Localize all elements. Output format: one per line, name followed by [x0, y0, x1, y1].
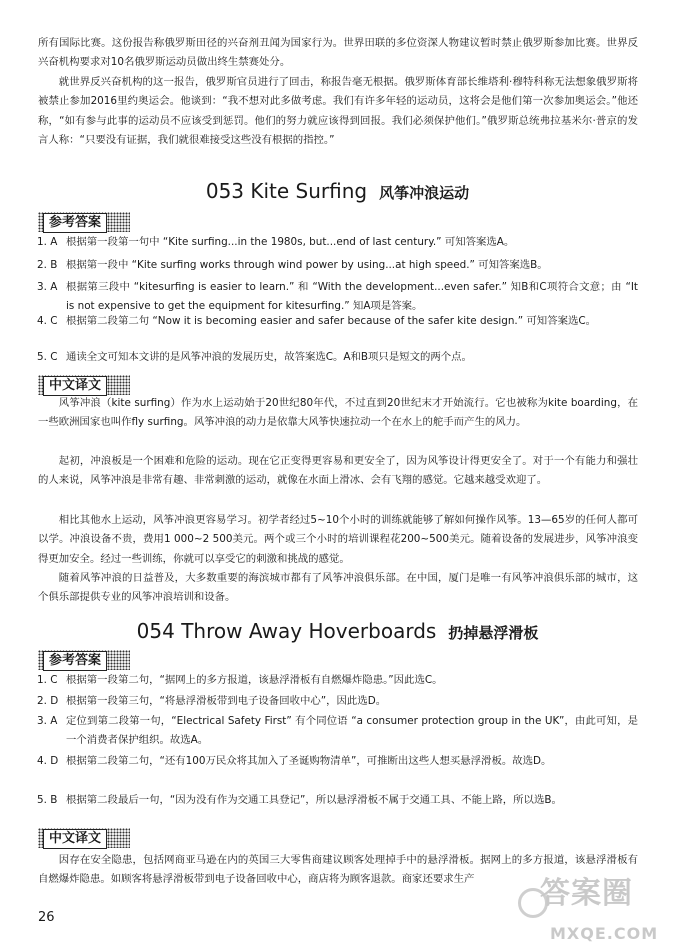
answer-text: 定位到第二段第一句，“Electrical Safety First” 有个同位语 “a consumer protection group in the UK”，由此可知，是一个消费者保护组织。故选A。 [66, 715, 638, 747]
answer-number: 1. A [37, 236, 58, 248]
section-053-answers-tag [38, 212, 130, 232]
section-054-answers-tag [38, 650, 130, 670]
answer-number: 5. B [37, 794, 58, 806]
answer-text: 根据第一段第三句，“将悬浮滑板带到电子设备回收中心”，因此选D。 [66, 695, 387, 707]
translation-paragraph: 相比其他水上运动，风筝冲浪更容易学习。初学者经过5~10个小时的训练就能够了解如何操作风筝。13—65岁的任何人都可以学。冲浪设备不贵，费用1 000~2 500美元。两个或三个小时的培训课程花200~500美元。随着设备的发展进步，风筝冲浪变得更加安全。经过一些训练，你就可以享受它的刺激和挑战的感觉。 [38, 514, 638, 565]
tag-label: 参考答案 [43, 213, 107, 233]
translation-paragraph: 因存在安全隐患，包括网商亚马逊在内的英国三大零售商建议顾客处理掉手中的悬浮滑板。据网上的多方报道，该悬浮滑板有自燃爆炸隐患。如顾客将悬浮滑板带到电子设备回收中心，商店将为顾客退款。商家还要求生产 [38, 854, 638, 886]
answer-item [37, 671, 638, 690]
answer-item [37, 712, 638, 751]
answer-item [37, 752, 638, 771]
answer-text: 根据第二段第二句，“还有100万民众将其加入了圣诞购物清单”，可推断出这些人想买悬浮滑板。故选D。 [66, 755, 552, 767]
section-053-title-en: 053 Kite Surfing [205, 179, 368, 203]
answer-number: 3. A [37, 281, 58, 293]
answer-item [37, 791, 638, 810]
intro-paragraph-1: 所有国际比赛。这份报告称俄罗斯田径的兴奋剂丑闻为国家行为。世界田联的多位资深人物建议暂时禁止俄罗斯参加比赛。世界反兴奋机构要求对10名俄罗斯运动员做出终生禁赛处分。 [38, 37, 638, 69]
page-number: 26 [38, 910, 55, 925]
answer-text: 根据第一段第一句中 “Kite surfing...in the 1980s, but...end of last century.” 可知答案选A。 [66, 236, 515, 248]
watermark-line-1: 答案圈 [540, 876, 633, 911]
answer-number: 1. C [37, 674, 58, 686]
answer-number: 2. D [37, 695, 59, 707]
translation-paragraph: 起初，冲浪板是一个困难和危险的运动。现在它正变得更容易和更安全了，因为风筝设计得更安全了。对于一个有能力和强壮的人来说，风筝冲浪是非常有趣、非常刺激的运动，就像在水面上滑冰、会有飞翔的感觉。它越来越受欢迎了。 [38, 455, 638, 487]
answer-item [37, 233, 638, 252]
section-054-translation-tag [38, 828, 130, 848]
tag-label: 参考答案 [43, 651, 107, 671]
answer-number: 4. C [37, 315, 58, 327]
answer-number: 2. B [37, 259, 58, 271]
answer-item [37, 278, 638, 317]
translation-paragraph: 随着风筝冲浪的日益普及，大多数重要的海滨城市都有了风筝冲浪俱乐部。在中国，厦门是唯一有风筝冲浪俱乐部的城市，这个俱乐部提供专业的风筝冲浪培训和设备。 [38, 572, 638, 604]
answer-number: 5. C [37, 351, 58, 363]
answer-item [37, 692, 638, 711]
section-053-title [0, 178, 675, 206]
answer-text: 根据第三段中 “kitesurfing is easier to learn.” 和 “With the development...even safer.” 知B和C项符合文意；由 “It is not expensive to get the equipment for kitesurfing.” 知A项是答案。 [66, 281, 638, 313]
section-053-title-cn: 风筝冲浪运动 [379, 184, 470, 202]
answer-text: 根据第一段第二句，“据网上的多方报道，该悬浮滑板有自燃爆炸隐患。”因此选C。 [66, 674, 443, 686]
watermark [518, 876, 668, 946]
section-054-title [0, 618, 675, 646]
intro-paragraph-2: 就世界反兴奋机构的这一报告，俄罗斯官员进行了回击，称报告毫无根据。俄罗斯体育部长维塔利·穆特科称无法想象俄罗斯将被禁止参加2016里约奥运会。他谈到：“我不想对此多做考虑。我们有许多年轻的运动员，这将会是他们第一次参加奥运会。”他还称，“如有参与此事的运动员不应该受到惩罚。他们的努力就应该得到回报。我们必须保护他们。”俄罗斯总统弗拉基米尔·普京的发言人称：“只要没有证据，我们就很难接受这些没有根据的指控。” [38, 76, 638, 147]
answer-text: 通读全文可知本文讲的是风筝冲浪的发展历史，故答案选C。A和B项只是短文的两个点。 [66, 351, 472, 363]
tag-label: 中文译文 [43, 376, 107, 396]
answer-text: 根据第二段第二句 “Now it is becoming easier and safer because of the safer kite design.” 可知答案选C。 [66, 315, 597, 327]
answer-item [37, 348, 638, 367]
answer-text: 根据第一段中 “Kite surfing works through wind power by using...at high speed.” 可知答案选B。 [66, 259, 548, 271]
answer-number: 4. D [37, 755, 59, 767]
answer-text: 根据第二段最后一句，“因为没有作为交通工具登记”，所以悬浮滑板不属于交通工具、不能上路，所以选B。 [66, 794, 562, 806]
answer-number: 3. A [37, 715, 58, 727]
section-054-title-en: 054 Throw Away Hoverboards [136, 619, 437, 643]
section-054-title-cn: 扔掉悬浮滑板 [448, 624, 539, 642]
watermark-line-2: MXQE.COM [550, 924, 659, 943]
answer-item [37, 312, 638, 331]
answer-item [37, 256, 638, 275]
section-053-translation-tag [38, 375, 130, 395]
tag-label: 中文译文 [43, 829, 107, 849]
translation-paragraph: 风筝冲浪（kite surfing）作为水上运动始于20世纪80年代，不过直到20世纪末才开始流行。它也被称为kite boarding，在一些欧洲国家也叫作fly surfing。风筝冲浪的动力是依靠大风筝快速拉动一个在水上的舵手而产生的风力。 [38, 397, 638, 429]
